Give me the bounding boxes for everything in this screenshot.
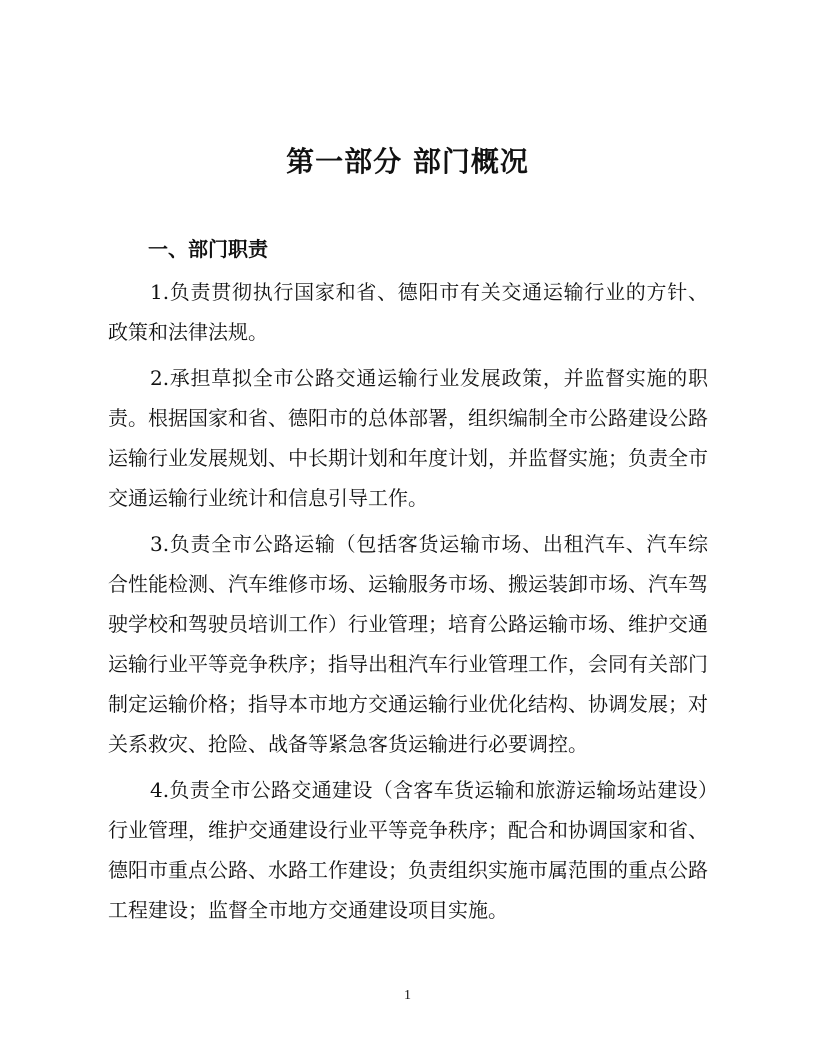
page-number: 1 [404, 988, 411, 1003]
paragraph-1: 1.负责贯彻执行国家和省、德阳市有关交通运输行业的方针、政策和法律法规。 [108, 280, 708, 344]
paragraph-2: 2.承担草拟全市公路交通运输行业发展政策，并监督实施的职责。根据国家和省、德阳市的总体部署，组织编制全市公路建设公路运输行业发展规划、中长期计划和年度计划，并监督实施；负责全市交通运输行业统计和信息引导工作。 [108, 366, 708, 510]
page-title: 第一部分 部门概况 [286, 145, 529, 178]
section-heading: 一、部门职责 [148, 237, 268, 261]
paragraph-4: 4.负责全市公路交通建设（含客车货运输和旅游运输场站建设）行业管理，维护交通建设行业平等竞争秩序；配合和协调国家和省、德阳市重点公路、水路工作建设；负责组织实施市属范围的重点公路工程建设；监督全市地方交通建设项目实施。 [108, 778, 708, 922]
paragraph-3: 3.负责全市公路运输（包括客货运输市场、出租汽车、汽车综合性能检测、汽车维修市场、运输服务市场、搬运装卸市场、汽车驾驶学校和驾驶员培训工作）行业管理；培育公路运输市场、维护交通运输行业平等竞争秩序；指导出租汽车行业管理工作，会同有关部门制定运输价格；指导本市地方交通运输行业优化结构、协调发展；对关系救灾、抢险、战备等紧急客货运输进行必要调控。 [108, 532, 708, 756]
body-text [108, 272, 708, 936]
